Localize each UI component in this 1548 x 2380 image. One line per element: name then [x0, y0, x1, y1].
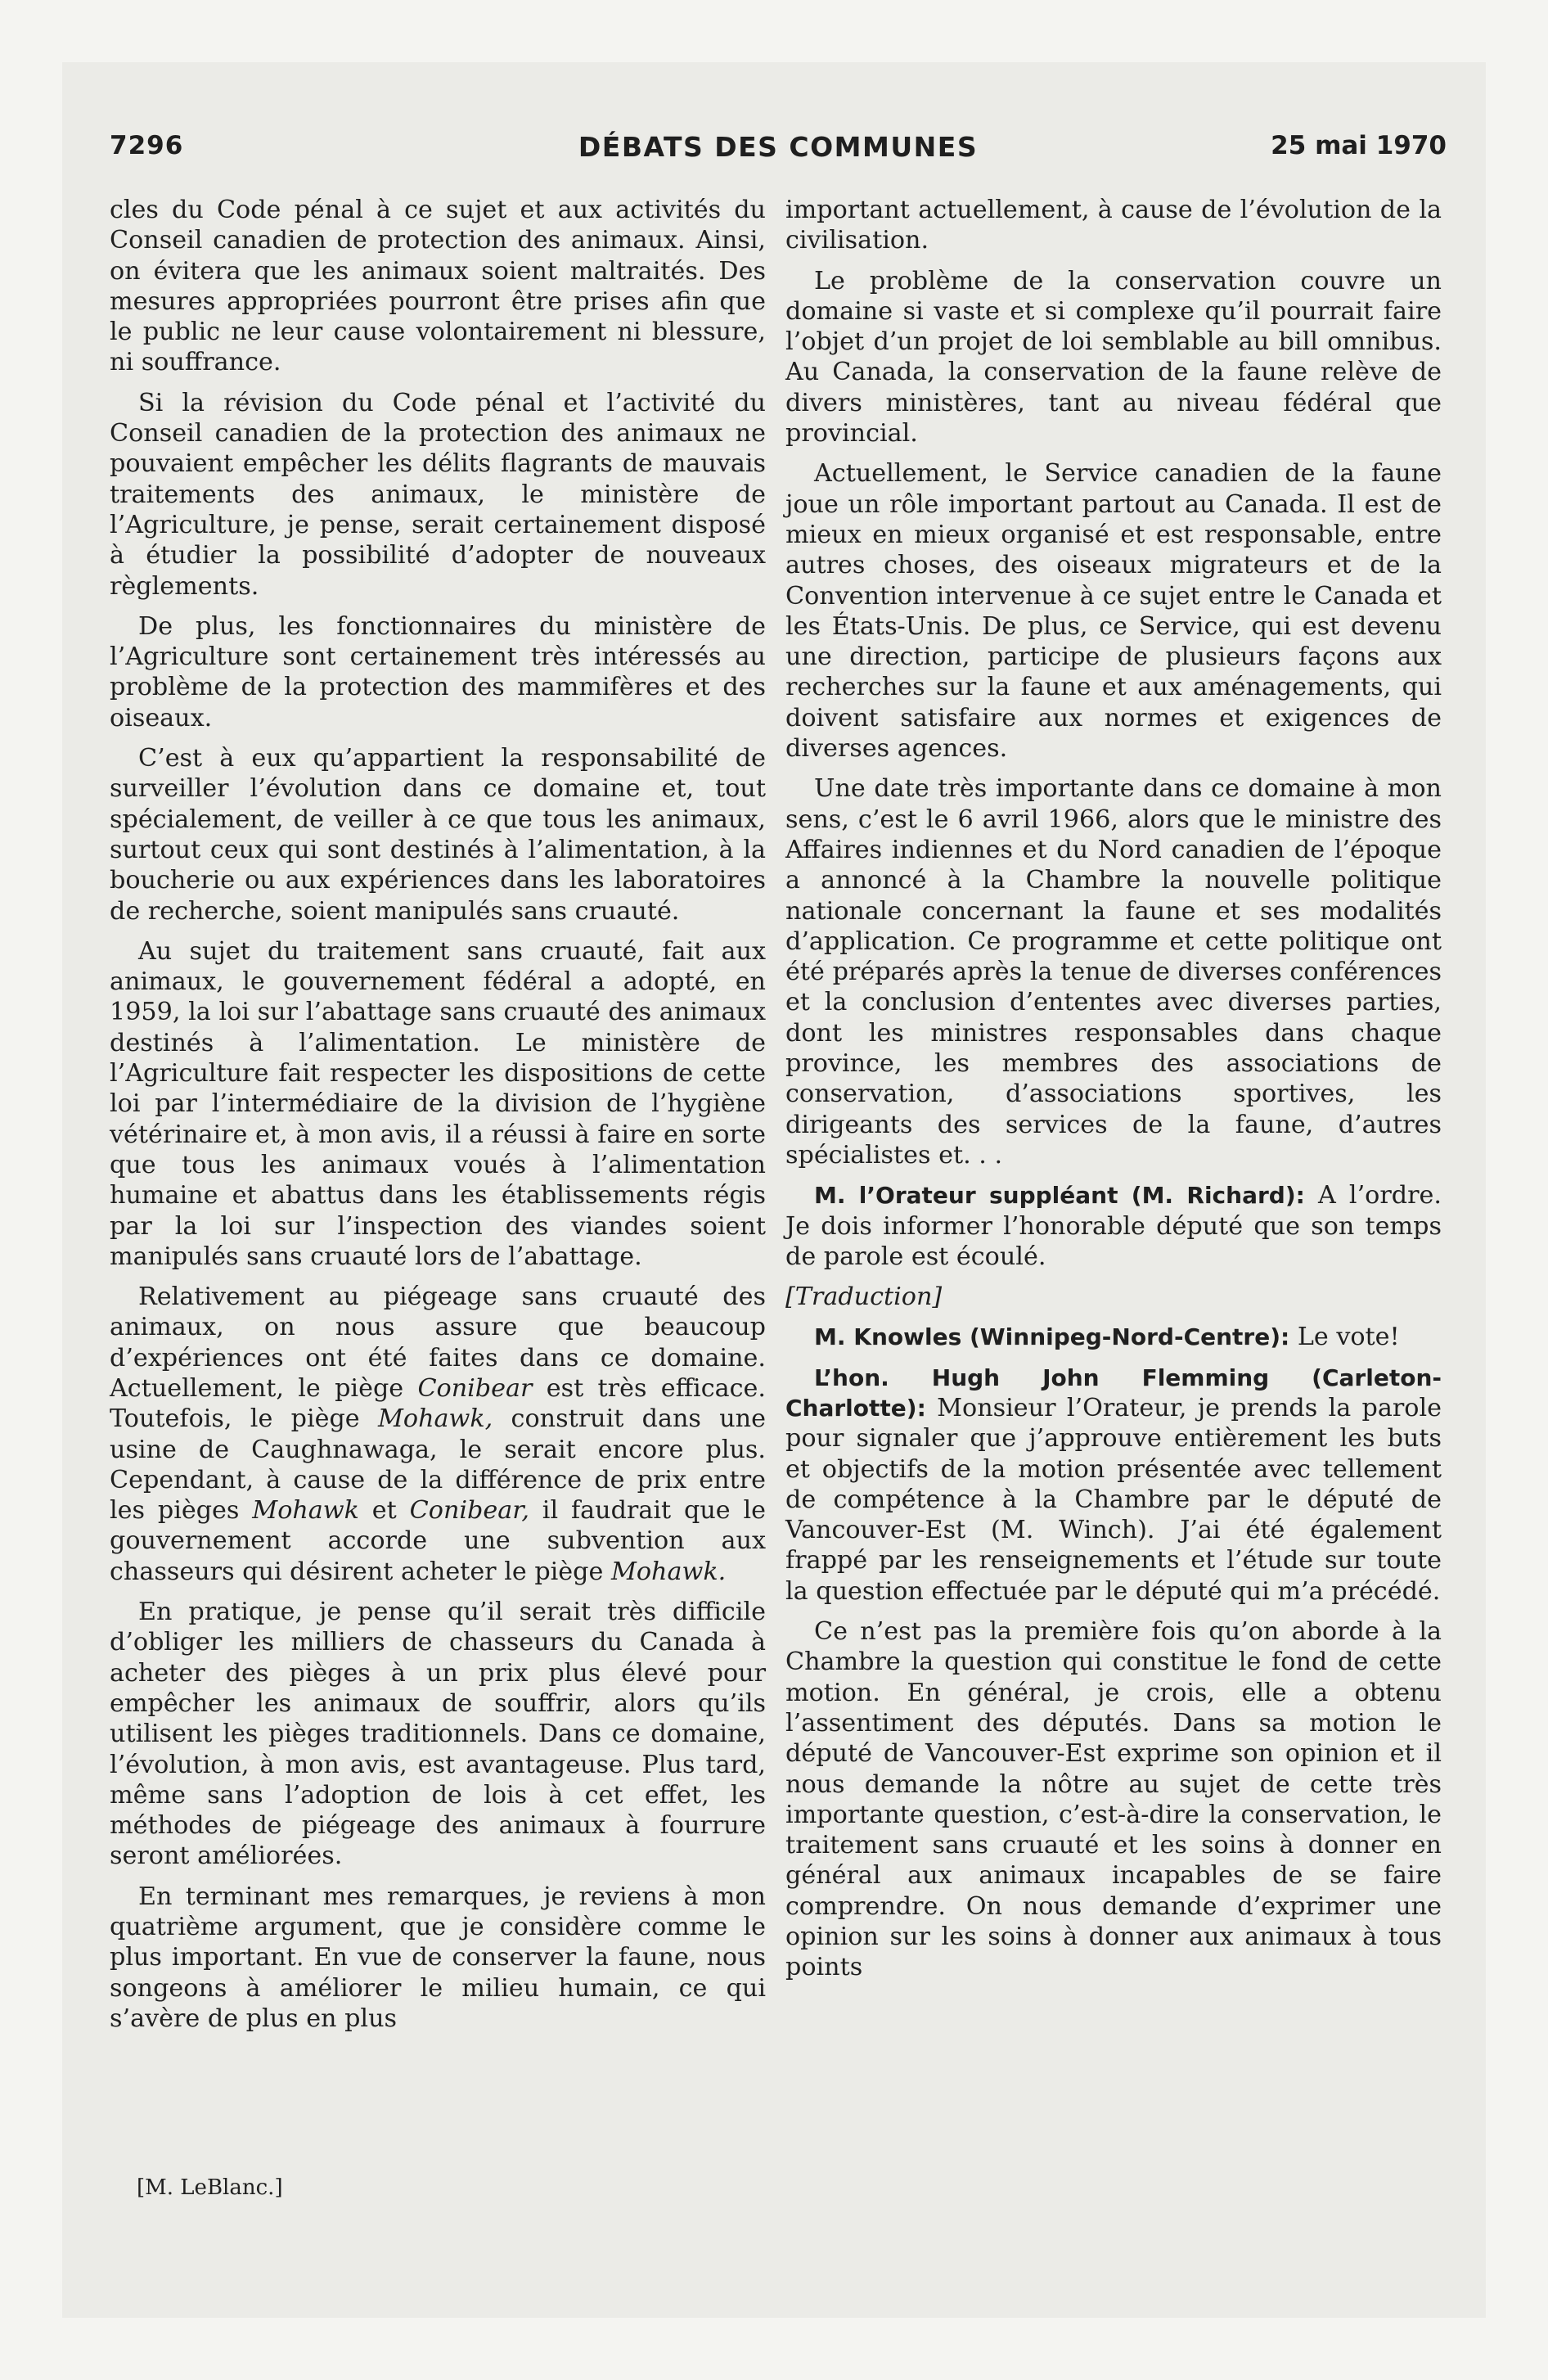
speaker-name: M. l’Orateur suppléant (M. Richard): [814, 1182, 1305, 1210]
page-title: DÉBATS DES COMMUNES [578, 131, 979, 163]
footer-speaker-ref: [M. LeBlanc.] [137, 2175, 283, 2200]
paragraph: En terminant mes remarques, je reviens à mon quatrième argument, que je considère comme le plus important. En vue de conserver la faune, nous songeons à améliorer le milieu humain, ce qui s’avère de plus en plus [110, 1882, 766, 2033]
paragraph: cles du Code pénal à ce sujet et aux activités du Conseil canadien de protection des animaux. Ainsi, on évitera que les animaux soient maltraités. Des mesures appropriées pourront être prises afin que le public ne leur cause volontairement ni blessure, ni souffrance. [110, 196, 766, 377]
text-run: est très efficace. Toutefois, le piège [110, 1373, 766, 1434]
speech [785, 1322, 1442, 1352]
right-column [785, 195, 1442, 1993]
italic-term: Conibear [417, 1373, 533, 1403]
speech-text: A l’ordre. Je dois informer l’honorable député que son temps de parole est écoulé. [785, 1181, 1442, 1271]
speech [785, 1363, 1442, 1607]
paragraph: Actuellement, le Service canadien de la faune joue un rôle important partout au Canada. Il est de mieux en mieux organisé et est responsable, entre autres choses, des oiseaux migrateurs et de la Convention intervenue à ce sujet entre le Canada et les États-Unis. De plus, ce Service, qui est devenu une direction, participe de plusieurs façons aux recherches sur la faune et aux aménagements, qui doivent satisfaire aux normes et exigences de diverses agences. [785, 459, 1442, 764]
translation-label: [Traduction] [785, 1282, 943, 1312]
speech [785, 1180, 1442, 1272]
italic-term: Mohawk. [610, 1557, 727, 1586]
page-number: 7296 [110, 131, 184, 160]
text-run: et [358, 1496, 410, 1526]
text-run: il faudrait que le gouvernement accorde une subvention aux chasseurs qui désirent acheter le piège [110, 1496, 767, 1586]
paragraph: important actuellement, à cause de l’évolution de la civilisation. [785, 196, 1442, 255]
speech-text: Monsieur l’Orateur, je prends la parole pour signaler que j’approuve entièrement les buts et objectifs de la motion présentée avec tellement de compétence à la Chambre par le député de Vancouver-Est (M. Winch). J’ai été également frappé par les renseignements et l’étude sur toute la question effectuée par le député qui m’a précédé. [785, 1393, 1442, 1606]
paragraph: Au sujet du traitement sans cruauté, fait aux animaux, le gouvernement fédéral a adopté, en 1959, la loi sur l’abattage sans cruauté des animaux destinés à l’alimentation. Le ministère de l’Agriculture fait respecter les dispositions de cette loi par l’intermédiaire de la division de l’hygiène vétérinaire et, à mon avis, il a réussi à faire en sorte que tous les animaux voués à l’alimentation humaine et abattus dans les établissements régis par la loi sur l’inspection des viandes soient manipulés sans cruauté lors de l’abattage. [110, 936, 766, 1271]
text-run: Relativement au piégeage sans cruauté des animaux, on nous assure que beaucoup d’expériences ont été faites dans ce domaine. Actuellement, le piège [110, 1282, 766, 1403]
left-column [110, 195, 766, 2044]
paragraph: Si la révision du Code pénal et l’activité du Conseil canadien de la protection des animaux ne pouvaient empêcher les délits flagrants de mauvais traitements des animaux, le ministère de l’Agriculture, je pense, serait certainement disposé à étudier la possibilité d’adopter de nouveaux règlements. [110, 388, 766, 601]
paragraph: Ce n’est pas la première fois qu’on aborde à la Chambre la question qui constitue le fond de cette motion. En général, je crois, elle a obtenu l’assentiment des députés. Dans sa motion le député de Vancouver-Est exprime son opinion et il nous demande la nôtre au sujet de cette très importante question, c’est-à-dire la conservation, le traitement sans cruauté et les soins à donner en général aux animaux incapables de se faire comprendre. On nous demande d’exprimer une opinion sur les soins à donner aux animaux à tous points [785, 1617, 1442, 1982]
page-header [110, 131, 1447, 174]
paragraph: Le problème de la conservation couvre un domaine si vaste et si complexe qu’il pourrait faire l’objet d’un projet de loi semblable au bill omnibus. Au Canada, la conservation de la faune relève de divers ministères, tant au niveau fédéral que provincial. [785, 266, 1442, 449]
paragraph: C’est à eux qu’appartient la responsabilité de surveiller l’évolution dans ce domaine et, tout spécialement, de veiller à ce que tous les animaux, surtout ceux qui sont destinés à l’alimentation, à la boucherie ou aux expériences dans les laboratoires de recherche, soient manipulés sans cruauté. [110, 744, 766, 926]
italic-term: Conibear, [409, 1496, 529, 1526]
italic-term: Mohawk [252, 1496, 359, 1526]
paragraph: De plus, les fonctionnaires du ministère de l’Agriculture sont certainement très intéressés au problème de la protection des mammifères et des oiseaux. [110, 611, 766, 732]
paragraph [110, 1282, 766, 1587]
italic-term: Mohawk, [377, 1404, 493, 1434]
translation-note [785, 1282, 1442, 1312]
page-date: 25 mai 1970 [1271, 131, 1447, 160]
speaker-name: M. Knowles (Winnipeg-Nord-Centre): [814, 1323, 1290, 1351]
paragraph: En pratique, je pense qu’il serait très difficile d’obliger les milliers de chasseurs du Canada à acheter des pièges à un prix plus élevé pour empêcher les animaux de souffrir, alors qu’ils utilisent les pièges traditionnels. Dans ce domaine, l’évolution, à mon avis, est avantageuse. Plus tard, même sans l’adoption de lois à cet effet, les méthodes de piégeage des animaux à fourrure seront améliorées. [110, 1598, 766, 1871]
text-run: construit dans une usine de Caughnawaga, le serait encore plus. Cependant, à cause de la différence de prix entre les pièges [110, 1404, 766, 1526]
paragraph: Une date très importante dans ce domaine à mon sens, c’est le 6 avril 1966, alors que le ministre des Affaires indiennes et du Nord canadien de l’époque a annoncé à la Chambre la nouvelle politique nationale concernant la faune et ses modalités d’application. Ce programme et cette politique ont été préparés après la tenue de diverses conférences et la conclusion d’ententes avec diverses parties, dont les ministres responsables dans chaque province, les membres des associations de conservation, d’associations sportives, les dirigeants des services de la faune, d’autres spécialistes et. . . [785, 774, 1442, 1170]
speech-text: Le vote! [1289, 1323, 1400, 1352]
speaker-name: L’hon. Hugh John Flemming (Carleton-Charlotte): [785, 1364, 1442, 1422]
